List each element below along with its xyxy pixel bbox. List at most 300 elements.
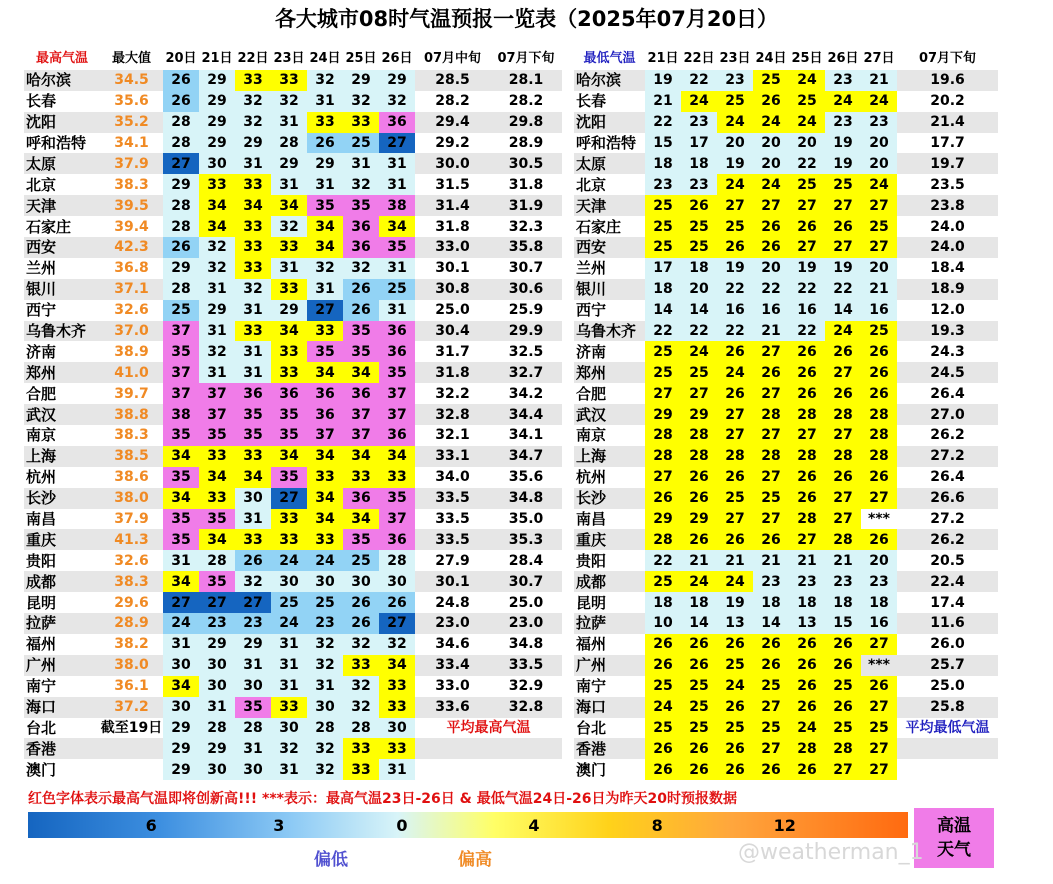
city-name: 西宁 bbox=[24, 300, 100, 321]
temp-cell: 29 bbox=[163, 258, 199, 279]
temp-cell: 31 bbox=[235, 341, 271, 362]
temp-cell: 31 bbox=[235, 738, 271, 759]
high-row bbox=[24, 300, 562, 321]
temp-cell: 30 bbox=[163, 655, 199, 676]
temp-cell: 36 bbox=[235, 383, 271, 404]
temp-cell: 33 bbox=[379, 467, 415, 488]
temp-cell: 21 bbox=[861, 70, 897, 91]
temp-cell: 29 bbox=[199, 634, 235, 655]
temp-cell: 28 bbox=[163, 112, 199, 133]
max-value: 36.8 bbox=[100, 258, 163, 279]
max-value: 38.5 bbox=[100, 446, 163, 467]
city-name: 天津 bbox=[574, 195, 645, 216]
temp-cell: 21 bbox=[753, 321, 789, 342]
city-name: 济南 bbox=[24, 341, 100, 362]
temp-cell: 31 bbox=[379, 153, 415, 174]
temp-cell: 28 bbox=[789, 738, 825, 759]
temp-cell: 27 bbox=[753, 509, 789, 530]
temp-cell: 33 bbox=[307, 529, 343, 550]
temp-cell: 36 bbox=[379, 425, 415, 446]
late-month-avg: 33.5 bbox=[490, 655, 562, 676]
temp-cell: 26 bbox=[753, 91, 789, 112]
temp-cell: 26 bbox=[789, 655, 825, 676]
temp-cell: 35 bbox=[163, 425, 199, 446]
temp-cell: 30 bbox=[271, 718, 307, 739]
high-row bbox=[24, 383, 562, 404]
temp-cell: 26 bbox=[825, 697, 861, 718]
below-normal-label: 偏低 bbox=[314, 850, 348, 870]
late-month-avg: 35.0 bbox=[490, 509, 562, 530]
mid-month-avg: 30.8 bbox=[415, 279, 490, 300]
low-row bbox=[574, 509, 998, 530]
temp-cell: 33 bbox=[235, 321, 271, 342]
late-month-avg: 22.4 bbox=[897, 571, 998, 592]
mid-month-avg: 32.1 bbox=[415, 425, 490, 446]
temp-cell: 22 bbox=[681, 70, 717, 91]
temp-cell: 35 bbox=[379, 362, 415, 383]
late-month-avg bbox=[897, 759, 998, 780]
temp-cell: 24 bbox=[271, 550, 307, 571]
temp-cell: 25 bbox=[681, 237, 717, 258]
temp-cell: 34 bbox=[307, 446, 343, 467]
temp-cell: 34 bbox=[307, 216, 343, 237]
max-value: 35.2 bbox=[100, 112, 163, 133]
temp-cell: 26 bbox=[825, 634, 861, 655]
max-value bbox=[100, 759, 163, 780]
temp-cell: 26 bbox=[861, 362, 897, 383]
city-name: 杭州 bbox=[24, 467, 100, 488]
temp-cell: 37 bbox=[199, 383, 235, 404]
temp-cell: 29 bbox=[163, 174, 199, 195]
late-month-avg: 28.4 bbox=[490, 550, 562, 571]
low-row bbox=[574, 655, 998, 676]
temp-cell: 22 bbox=[789, 279, 825, 300]
temp-cell: 26 bbox=[753, 362, 789, 383]
city-name: 贵阳 bbox=[574, 550, 645, 571]
temp-cell: 34 bbox=[343, 362, 379, 383]
temp-cell: 18 bbox=[825, 592, 861, 613]
mid-month-avg bbox=[415, 738, 490, 759]
temp-cell: 37 bbox=[379, 404, 415, 425]
temp-cell: 32 bbox=[271, 738, 307, 759]
temp-cell: 31 bbox=[307, 279, 343, 300]
temp-cell: 26 bbox=[789, 634, 825, 655]
city-name: 沈阳 bbox=[574, 112, 645, 133]
temp-cell: 17 bbox=[681, 133, 717, 154]
temp-cell: 32 bbox=[235, 279, 271, 300]
low-row bbox=[574, 571, 998, 592]
temp-cell: 35 bbox=[199, 425, 235, 446]
temp-cell: 26 bbox=[717, 237, 753, 258]
temp-cell: 31 bbox=[235, 509, 271, 530]
low-row bbox=[574, 404, 998, 425]
temp-cell: 26 bbox=[645, 655, 681, 676]
temp-cell: 35 bbox=[307, 195, 343, 216]
temp-cell: 25 bbox=[271, 592, 307, 613]
temp-cell: 30 bbox=[379, 571, 415, 592]
low-row bbox=[574, 133, 998, 154]
temp-cell: 26 bbox=[861, 529, 897, 550]
temp-cell: 26 bbox=[645, 738, 681, 759]
temp-cell: 24 bbox=[717, 112, 753, 133]
max-value: 34.5 bbox=[100, 70, 163, 91]
late-month-avg: 24.0 bbox=[897, 216, 998, 237]
temp-cell: 28 bbox=[199, 550, 235, 571]
temp-cell: 23 bbox=[645, 174, 681, 195]
low-row bbox=[574, 425, 998, 446]
temp-cell: 24 bbox=[861, 91, 897, 112]
max-value: 截至19日 bbox=[100, 718, 163, 739]
temp-cell: 25 bbox=[307, 592, 343, 613]
late-month-avg: 25.8 bbox=[897, 697, 998, 718]
temp-cell: 23 bbox=[753, 571, 789, 592]
temp-cell: 32 bbox=[343, 676, 379, 697]
temp-cell: 32 bbox=[307, 634, 343, 655]
high-header-cell: 25日 bbox=[343, 49, 379, 70]
temp-cell: 35 bbox=[343, 341, 379, 362]
late-month-avg: 26.6 bbox=[897, 488, 998, 509]
max-value: 42.3 bbox=[100, 237, 163, 258]
temp-cell: 25 bbox=[681, 697, 717, 718]
city-name: 南京 bbox=[24, 425, 100, 446]
low-row bbox=[574, 362, 998, 383]
high-row bbox=[24, 258, 562, 279]
temp-cell: 13 bbox=[789, 613, 825, 634]
temp-cell: 25 bbox=[681, 216, 717, 237]
temp-cell: 27 bbox=[645, 467, 681, 488]
temp-cell: 31 bbox=[379, 174, 415, 195]
temp-cell: 28 bbox=[271, 133, 307, 154]
temp-cell: 33 bbox=[235, 174, 271, 195]
low-header-cell: 25日 bbox=[789, 49, 825, 70]
temp-cell: 28 bbox=[379, 550, 415, 571]
temp-cell: 26 bbox=[825, 341, 861, 362]
temp-cell: 27 bbox=[717, 425, 753, 446]
low-row bbox=[574, 70, 998, 91]
temp-cell: 22 bbox=[717, 279, 753, 300]
temp-cell: 23 bbox=[717, 70, 753, 91]
city-name: 香港 bbox=[24, 738, 100, 759]
high-header-cell: 22日 bbox=[235, 49, 271, 70]
city-name: 澳门 bbox=[574, 759, 645, 780]
temp-cell: 35 bbox=[343, 195, 379, 216]
temp-cell: 28 bbox=[753, 404, 789, 425]
temp-cell: 25 bbox=[163, 300, 199, 321]
footnote: 红色字体表示最高气温即将创新高!!! ***表示：最高气温23日-26日 & 最低气温24日-26日为昨天20时预报数据 bbox=[28, 791, 737, 807]
temp-cell: 31 bbox=[271, 112, 307, 133]
low-row bbox=[574, 195, 998, 216]
max-value: 38.6 bbox=[100, 467, 163, 488]
late-month-avg: 32.7 bbox=[490, 362, 562, 383]
city-name: 昆明 bbox=[574, 592, 645, 613]
temp-cell: 27 bbox=[379, 133, 415, 154]
low-row bbox=[574, 550, 998, 571]
temp-cell: 24 bbox=[789, 112, 825, 133]
temp-cell: 31 bbox=[271, 759, 307, 780]
temp-cell: 32 bbox=[271, 91, 307, 112]
max-value: 38.9 bbox=[100, 341, 163, 362]
temp-cell: 38 bbox=[163, 404, 199, 425]
temp-cell: 27 bbox=[825, 759, 861, 780]
temp-cell: 35 bbox=[271, 425, 307, 446]
temp-cell: 31 bbox=[307, 91, 343, 112]
mid-month-avg: 30.1 bbox=[415, 571, 490, 592]
temp-cell: 30 bbox=[163, 697, 199, 718]
scale-tick: 8 bbox=[651, 816, 663, 835]
temp-cell: 37 bbox=[163, 321, 199, 342]
max-value: 41.3 bbox=[100, 529, 163, 550]
city-name: 太原 bbox=[24, 153, 100, 174]
late-month-avg: 28.9 bbox=[490, 133, 562, 154]
temp-cell: 34 bbox=[307, 509, 343, 530]
temp-cell: 32 bbox=[235, 91, 271, 112]
temp-cell: 34 bbox=[163, 446, 199, 467]
city-name: 福州 bbox=[24, 634, 100, 655]
temp-cell: 26 bbox=[789, 362, 825, 383]
low-header-cell: 最低气温 bbox=[574, 49, 645, 70]
temp-cell: 33 bbox=[235, 258, 271, 279]
temp-cell: 29 bbox=[199, 112, 235, 133]
temp-cell: 27 bbox=[753, 195, 789, 216]
high-row bbox=[24, 488, 562, 509]
temp-cell: 31 bbox=[163, 550, 199, 571]
late-month-avg: 25.9 bbox=[490, 300, 562, 321]
temp-cell: 33 bbox=[343, 467, 379, 488]
temp-cell: 34 bbox=[271, 446, 307, 467]
temp-cell: 23 bbox=[825, 112, 861, 133]
max-value: 38.3 bbox=[100, 571, 163, 592]
scale-tick: 12 bbox=[773, 816, 796, 835]
temp-cell: 28 bbox=[825, 738, 861, 759]
temp-cell: 14 bbox=[825, 300, 861, 321]
temp-cell: 26 bbox=[789, 216, 825, 237]
late-month-avg: 27.0 bbox=[897, 404, 998, 425]
temp-cell: 23 bbox=[235, 613, 271, 634]
temp-cell: 26 bbox=[789, 467, 825, 488]
temp-cell: 28 bbox=[163, 216, 199, 237]
temp-cell: 28 bbox=[861, 446, 897, 467]
temp-cell: 27 bbox=[825, 425, 861, 446]
temp-cell: 27 bbox=[861, 738, 897, 759]
temp-cell: 31 bbox=[307, 174, 343, 195]
city-name: 郑州 bbox=[574, 362, 645, 383]
high-row bbox=[24, 70, 562, 91]
temp-cell: 27 bbox=[825, 362, 861, 383]
late-month-avg: 31.8 bbox=[490, 174, 562, 195]
temp-cell: 29 bbox=[307, 153, 343, 174]
temp-cell: 26 bbox=[753, 634, 789, 655]
temp-cell: 20 bbox=[861, 153, 897, 174]
low-header-cell: 21日 bbox=[645, 49, 681, 70]
high-row bbox=[24, 571, 562, 592]
low-row bbox=[574, 488, 998, 509]
city-name: 北京 bbox=[574, 174, 645, 195]
city-name: 上海 bbox=[574, 446, 645, 467]
temp-cell: 31 bbox=[199, 362, 235, 383]
temp-cell: 29 bbox=[199, 738, 235, 759]
mid-month-avg: 平均最高气温 bbox=[415, 718, 562, 739]
temp-cell: 30 bbox=[199, 676, 235, 697]
temp-cell: 29 bbox=[235, 133, 271, 154]
late-month-avg: 25.0 bbox=[897, 676, 998, 697]
temp-cell: 36 bbox=[379, 529, 415, 550]
city-name: 北京 bbox=[24, 174, 100, 195]
late-month-avg: 19.3 bbox=[897, 321, 998, 342]
temp-cell: 28 bbox=[681, 425, 717, 446]
temp-cell: 27 bbox=[861, 195, 897, 216]
late-month-avg: 28.1 bbox=[490, 70, 562, 91]
temp-cell: 31 bbox=[235, 300, 271, 321]
temp-cell: 26 bbox=[753, 655, 789, 676]
temp-cell: 35 bbox=[379, 488, 415, 509]
temp-cell: 27 bbox=[717, 404, 753, 425]
low-row bbox=[574, 738, 998, 759]
temp-cell: 29 bbox=[645, 404, 681, 425]
temp-cell: 10 bbox=[645, 613, 681, 634]
temp-cell: 27 bbox=[163, 592, 199, 613]
temp-cell: 34 bbox=[199, 195, 235, 216]
temp-cell: 25 bbox=[681, 362, 717, 383]
temp-cell: 31 bbox=[199, 279, 235, 300]
city-name: 贵阳 bbox=[24, 550, 100, 571]
temp-cell: 25 bbox=[753, 676, 789, 697]
high-row bbox=[24, 718, 562, 739]
temp-cell: 35 bbox=[271, 404, 307, 425]
temp-cell: 33 bbox=[379, 697, 415, 718]
temp-cell: 38 bbox=[379, 195, 415, 216]
high-row bbox=[24, 634, 562, 655]
city-name: 广州 bbox=[574, 655, 645, 676]
temp-cell: 24 bbox=[861, 174, 897, 195]
temp-cell: 33 bbox=[307, 321, 343, 342]
temp-cell: 26 bbox=[681, 529, 717, 550]
temp-cell: 28 bbox=[825, 404, 861, 425]
temp-cell: 33 bbox=[235, 237, 271, 258]
temp-cell: 35 bbox=[163, 509, 199, 530]
temp-cell: 28 bbox=[717, 446, 753, 467]
temp-cell: 24 bbox=[789, 718, 825, 739]
temp-cell: 23 bbox=[199, 613, 235, 634]
late-month-avg: 28.2 bbox=[490, 91, 562, 112]
mid-month-avg: 30.4 bbox=[415, 321, 490, 342]
late-month-avg: 29.9 bbox=[490, 321, 562, 342]
temp-cell: 26 bbox=[717, 383, 753, 404]
temp-cell: 28 bbox=[163, 133, 199, 154]
temp-cell: 25 bbox=[645, 571, 681, 592]
temp-cell: 33 bbox=[271, 529, 307, 550]
temp-cell: 18 bbox=[681, 258, 717, 279]
temp-cell: 26 bbox=[789, 341, 825, 362]
temp-cell: 24 bbox=[717, 676, 753, 697]
late-month-avg: 30.7 bbox=[490, 571, 562, 592]
mid-month-avg: 31.5 bbox=[415, 174, 490, 195]
high-row bbox=[24, 321, 562, 342]
temp-cell: 34 bbox=[307, 488, 343, 509]
late-month-avg: 25.7 bbox=[897, 655, 998, 676]
city-name: 哈尔滨 bbox=[574, 70, 645, 91]
mid-month-avg: 28.2 bbox=[415, 91, 490, 112]
late-month-avg: 34.1 bbox=[490, 425, 562, 446]
temp-cell: 36 bbox=[343, 488, 379, 509]
temp-cell: 29 bbox=[681, 404, 717, 425]
temp-cell: 27 bbox=[861, 759, 897, 780]
temp-cell: 28 bbox=[681, 446, 717, 467]
late-month-avg: 35.6 bbox=[490, 467, 562, 488]
temp-cell: 18 bbox=[681, 592, 717, 613]
late-month-avg: 34.8 bbox=[490, 634, 562, 655]
temp-cell: 32 bbox=[199, 237, 235, 258]
max-value: 37.9 bbox=[100, 153, 163, 174]
late-month-avg: 27.2 bbox=[897, 446, 998, 467]
max-value: 36.1 bbox=[100, 676, 163, 697]
temp-cell: 29 bbox=[199, 300, 235, 321]
city-name: 成都 bbox=[574, 571, 645, 592]
late-month-avg: 30.5 bbox=[490, 153, 562, 174]
low-row bbox=[574, 446, 998, 467]
low-row bbox=[574, 174, 998, 195]
temp-cell: 27 bbox=[753, 383, 789, 404]
mid-month-avg: 34.6 bbox=[415, 634, 490, 655]
temp-cell: 26 bbox=[645, 634, 681, 655]
temp-cell: 33 bbox=[271, 362, 307, 383]
city-name: 杭州 bbox=[574, 467, 645, 488]
temp-cell: 36 bbox=[307, 383, 343, 404]
temp-cell: 27 bbox=[645, 383, 681, 404]
temp-cell: 14 bbox=[681, 300, 717, 321]
city-name: 银川 bbox=[24, 279, 100, 300]
temp-cell: 26 bbox=[681, 759, 717, 780]
late-month-avg: 30.7 bbox=[490, 258, 562, 279]
low-row bbox=[574, 341, 998, 362]
temp-cell: 34 bbox=[163, 571, 199, 592]
temp-cell: 26 bbox=[681, 195, 717, 216]
temp-cell: 26 bbox=[163, 237, 199, 258]
temp-cell: 21 bbox=[753, 550, 789, 571]
temp-cell: 28 bbox=[861, 425, 897, 446]
temp-cell: 31 bbox=[379, 300, 415, 321]
temp-cell: 18 bbox=[645, 279, 681, 300]
late-month-avg: 26.4 bbox=[897, 383, 998, 404]
temp-cell: 24 bbox=[717, 174, 753, 195]
temp-cell: 32 bbox=[307, 70, 343, 91]
temp-cell: 31 bbox=[235, 362, 271, 383]
temp-cell: 35 bbox=[379, 237, 415, 258]
temp-cell: 31 bbox=[271, 634, 307, 655]
high-row bbox=[24, 676, 562, 697]
temp-cell: 24 bbox=[753, 112, 789, 133]
temp-cell: 35 bbox=[199, 509, 235, 530]
temp-cell: 34 bbox=[235, 195, 271, 216]
mid-month-avg: 29.4 bbox=[415, 112, 490, 133]
temp-cell: 25 bbox=[825, 676, 861, 697]
temp-cell: 32 bbox=[235, 571, 271, 592]
low-row bbox=[574, 112, 998, 133]
max-value: 37.1 bbox=[100, 279, 163, 300]
temp-cell: 25 bbox=[717, 655, 753, 676]
temp-cell: 36 bbox=[379, 112, 415, 133]
temp-cell: 29 bbox=[235, 634, 271, 655]
temp-cell: 26 bbox=[163, 91, 199, 112]
city-name: 石家庄 bbox=[574, 216, 645, 237]
temp-cell: 24 bbox=[753, 174, 789, 195]
late-month-avg: 27.2 bbox=[897, 509, 998, 530]
temp-cell: 35 bbox=[163, 529, 199, 550]
temp-cell: 26 bbox=[825, 655, 861, 676]
late-month-avg: 35.8 bbox=[490, 237, 562, 258]
temp-cell: 19 bbox=[789, 258, 825, 279]
late-month-avg: 32.5 bbox=[490, 341, 562, 362]
temp-cell: 34 bbox=[343, 509, 379, 530]
